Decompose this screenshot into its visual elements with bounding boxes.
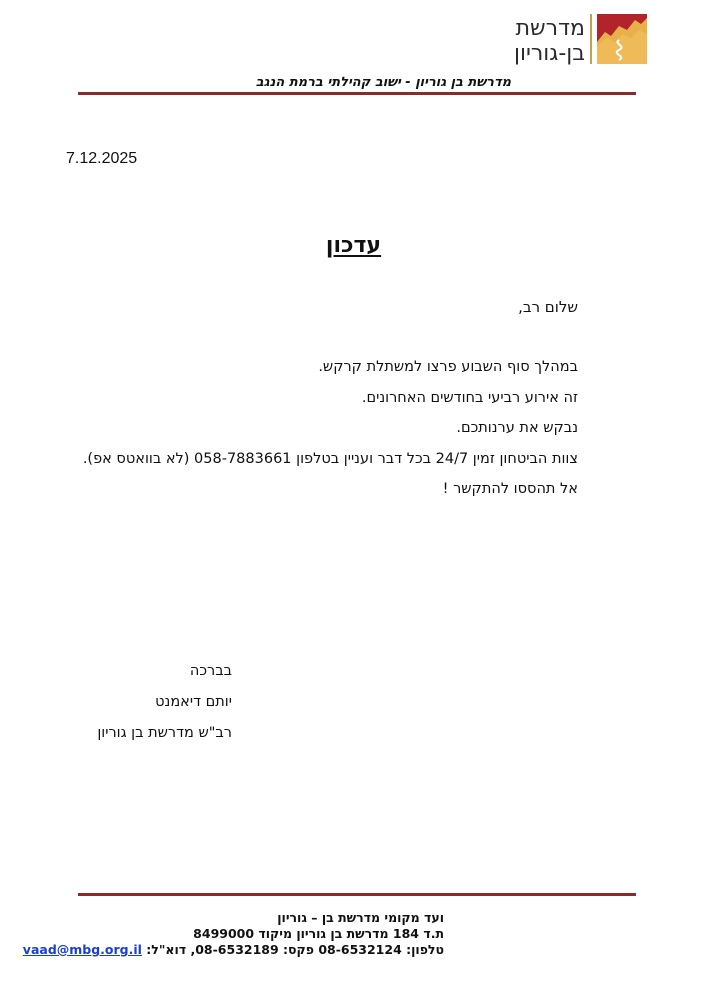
signature-role: רב"ש מדרשת בן גוריון [97, 725, 232, 741]
header-rule [78, 92, 636, 95]
footer-contact-text: טלפון: 08-6532124 פקס: 08-6532189, דוא"ל: [141, 942, 444, 957]
body-line: צוות הביטחון זמין 24/7 בכל דבר ועניין בטלפון 058-7883661 (לא בוואטס אפ). [82, 450, 578, 467]
body-line: במהלך סוף השבוע פרצו למשתלת קרקש. [318, 359, 578, 375]
logo-name-line1: מדרשת [515, 16, 585, 41]
signature-name: יותם דיאמנט [155, 694, 232, 710]
signature-block [97, 660, 232, 753]
logo-name [465, 16, 585, 66]
footer-email-link[interactable]: vaad@mbg.org.il [22, 942, 142, 957]
logo-divider [590, 14, 592, 64]
letter-date: 7.12.2025 [66, 150, 138, 167]
footer-rule [78, 893, 636, 896]
footer-org: ועד מקומי מדרשת בן – גוריון [277, 910, 444, 925]
footer-contact [23, 942, 444, 958]
body-line: אל תהססו להתקשר ! [442, 481, 578, 497]
letter-title: עדכון [325, 233, 382, 258]
logo-name-line2: בן-גוריון [513, 41, 585, 66]
letter-greeting: שלום רב, [518, 298, 578, 316]
header-subtitle: מדרשת בן גוריון - ישוב קהילתי ברמת הנגב [255, 75, 511, 90]
body-line: נבקש את ערנותכם. [456, 420, 578, 436]
footer [23, 910, 444, 958]
logo-mountain-mark [597, 14, 647, 64]
signature-closing: בברכה [189, 663, 232, 679]
letter-body [83, 356, 578, 509]
body-line: זה אירוע רביעי בחודשים האחרונים. [361, 389, 578, 406]
footer-address: ת.ד 184 מדרשת בן גוריון מיקוד 8499000 [193, 926, 444, 941]
